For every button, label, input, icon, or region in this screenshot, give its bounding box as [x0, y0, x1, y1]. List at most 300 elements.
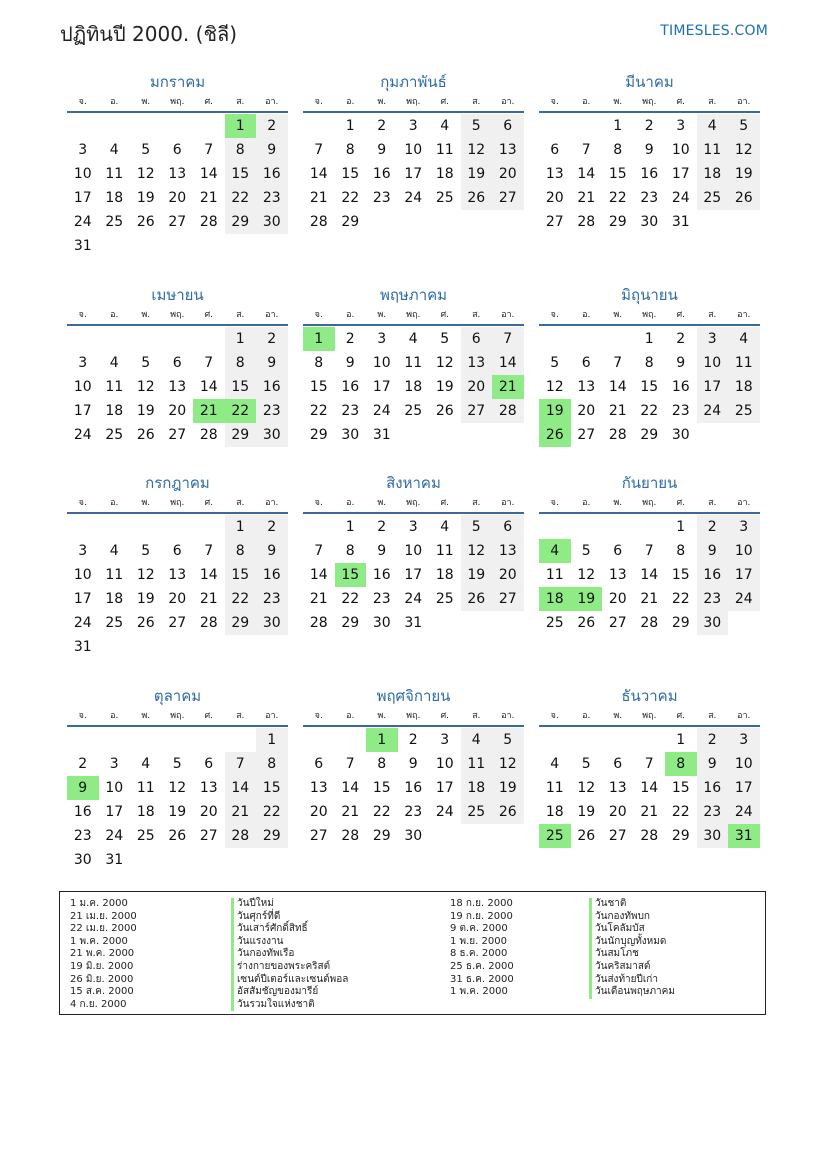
day-cell[interactable]: 24 — [73, 615, 92, 631]
day-cell[interactable]: 2 — [78, 756, 88, 772]
day-cell[interactable]: 12 — [577, 780, 596, 796]
day-cell[interactable]: 30 — [341, 427, 360, 443]
day-cell[interactable]: 5 — [728, 114, 760, 138]
day-cell[interactable]: 28 — [577, 214, 596, 230]
day-cell[interactable]: 3 — [78, 543, 88, 559]
day-cell[interactable]: 5 — [550, 355, 560, 371]
day-cell[interactable]: 22 — [640, 403, 659, 419]
day-cell[interactable]: 30 — [671, 427, 690, 443]
day-cell[interactable]: 26 — [435, 403, 454, 419]
day-cell[interactable]: 9 — [697, 752, 729, 776]
day-cell[interactable]: 31 — [73, 639, 92, 655]
day-cell[interactable]: 11 — [728, 351, 760, 375]
day-cell[interactable]: 24 — [435, 804, 454, 820]
day-cell[interactable]: 1 — [676, 519, 686, 535]
day-cell[interactable]: 5 — [581, 543, 591, 559]
day-cell[interactable]: 3 — [728, 728, 760, 752]
day-cell[interactable]: 9 — [345, 355, 355, 371]
day-cell[interactable]: 30 — [73, 852, 92, 868]
day-cell[interactable]: 10 — [728, 539, 760, 563]
day-cell[interactable]: 23 — [671, 403, 690, 419]
day-cell[interactable]: 22 — [341, 190, 360, 206]
day-cell[interactable]: 25 — [435, 190, 454, 206]
day-cell[interactable]: 17 — [404, 166, 423, 182]
day-cell[interactable]: 30 — [256, 611, 288, 635]
day-cell[interactable]: 28 — [225, 824, 257, 848]
day-cell[interactable]: 28 — [492, 399, 524, 423]
day-cell[interactable]: 27 — [492, 186, 524, 210]
day-cell[interactable]: 9 — [256, 351, 288, 375]
day-cell[interactable]: 25 — [461, 800, 493, 824]
day-cell[interactable]: 3 — [408, 519, 418, 535]
day-cell[interactable]: 5 — [141, 543, 151, 559]
day-cell[interactable]: 22 — [225, 399, 257, 423]
day-cell[interactable]: 21 — [640, 591, 659, 607]
day-cell[interactable]: 26 — [492, 800, 524, 824]
day-cell[interactable]: 11 — [435, 142, 454, 158]
day-cell[interactable]: 29 — [225, 210, 257, 234]
day-cell[interactable]: 5 — [461, 515, 493, 539]
day-cell[interactable]: 4 — [461, 728, 493, 752]
day-cell[interactable]: 22 — [225, 186, 257, 210]
day-cell[interactable]: 12 — [168, 780, 187, 796]
day-cell[interactable]: 8 — [225, 539, 257, 563]
day-cell[interactable]: 29 — [225, 423, 257, 447]
day-cell[interactable]: 4 — [440, 519, 450, 535]
day-cell[interactable]: 1 — [613, 118, 623, 134]
day-cell[interactable]: 16 — [697, 776, 729, 800]
day-cell[interactable]: 22 — [372, 804, 391, 820]
day-cell[interactable]: 29 — [341, 615, 360, 631]
day-cell[interactable]: 14 — [492, 351, 524, 375]
day-cell[interactable]: 28 — [309, 615, 328, 631]
day-cell[interactable]: 16 — [404, 780, 423, 796]
day-cell[interactable]: 29 — [225, 611, 257, 635]
day-cell[interactable]: 31 — [404, 615, 423, 631]
day-cell[interactable]: 21 — [309, 591, 328, 607]
day-cell[interactable]: 2 — [408, 732, 418, 748]
day-cell[interactable]: 13 — [608, 567, 627, 583]
day-cell[interactable]: 29 — [608, 214, 627, 230]
day-cell[interactable]: 5 — [141, 142, 151, 158]
day-cell[interactable]: 13 — [168, 166, 187, 182]
day-cell[interactable]: 31 — [671, 214, 690, 230]
day-cell[interactable]: 10 — [73, 166, 92, 182]
day-cell[interactable]: 28 — [341, 828, 360, 844]
day-cell[interactable]: 16 — [372, 166, 391, 182]
day-cell[interactable]: 9 — [697, 539, 729, 563]
day-cell[interactable]: 15 — [225, 563, 257, 587]
day-cell[interactable]: 3 — [697, 327, 729, 351]
day-cell[interactable]: 6 — [204, 756, 214, 772]
day-cell[interactable]: 2 — [377, 519, 387, 535]
day-cell[interactable]: 26 — [168, 828, 187, 844]
day-cell[interactable]: 19 — [571, 587, 603, 611]
day-cell[interactable]: 25 — [105, 427, 124, 443]
day-cell[interactable]: 24 — [697, 399, 729, 423]
day-cell[interactable]: 17 — [105, 804, 124, 820]
day-cell[interactable]: 1 — [644, 331, 654, 347]
day-cell[interactable]: 26 — [136, 214, 155, 230]
day-cell[interactable]: 5 — [492, 728, 524, 752]
day-cell[interactable]: 14 — [199, 379, 218, 395]
day-cell[interactable]: 10 — [728, 752, 760, 776]
day-cell[interactable]: 11 — [545, 567, 564, 583]
day-cell[interactable]: 6 — [492, 114, 524, 138]
day-cell[interactable]: 11 — [545, 780, 564, 796]
day-cell[interactable]: 3 — [78, 355, 88, 371]
day-cell[interactable]: 22 — [341, 591, 360, 607]
day-cell[interactable]: 18 — [105, 591, 124, 607]
day-cell[interactable]: 28 — [199, 214, 218, 230]
day-cell[interactable]: 12 — [136, 567, 155, 583]
day-cell[interactable]: 18 — [545, 804, 564, 820]
day-cell[interactable]: 24 — [73, 214, 92, 230]
day-cell[interactable]: 16 — [372, 567, 391, 583]
day-cell[interactable]: 14 — [309, 567, 328, 583]
day-cell[interactable]: 21 — [199, 591, 218, 607]
day-cell[interactable]: 31 — [73, 238, 92, 254]
day-cell[interactable]: 12 — [136, 379, 155, 395]
day-cell[interactable]: 26 — [728, 186, 760, 210]
day-cell[interactable]: 1 — [676, 732, 686, 748]
day-cell[interactable]: 1 — [225, 327, 257, 351]
day-cell[interactable]: 5 — [440, 331, 450, 347]
day-cell[interactable]: 24 — [728, 587, 760, 611]
day-cell[interactable]: 3 — [377, 331, 387, 347]
day-cell[interactable]: 10 — [404, 142, 423, 158]
day-cell[interactable]: 9 — [644, 142, 654, 158]
day-cell[interactable]: 25 — [105, 214, 124, 230]
day-cell[interactable]: 11 — [435, 543, 454, 559]
day-cell[interactable]: 12 — [461, 539, 493, 563]
day-cell[interactable]: 29 — [309, 427, 328, 443]
day-cell[interactable]: 9 — [676, 355, 686, 371]
day-cell[interactable]: 1 — [256, 728, 288, 752]
day-cell[interactable]: 20 — [309, 804, 328, 820]
day-cell[interactable]: 7 — [345, 756, 355, 772]
day-cell[interactable]: 27 — [492, 587, 524, 611]
day-cell[interactable]: 4 — [697, 114, 729, 138]
day-cell[interactable]: 6 — [581, 355, 591, 371]
day-cell[interactable]: 6 — [172, 543, 182, 559]
day-cell[interactable]: 13 — [492, 138, 524, 162]
day-cell[interactable]: 10 — [73, 567, 92, 583]
day-cell[interactable]: 3 — [408, 118, 418, 134]
day-cell[interactable]: 6 — [613, 543, 623, 559]
day-cell[interactable]: 11 — [105, 166, 124, 182]
day-cell[interactable]: 8 — [665, 752, 697, 776]
day-cell[interactable]: 27 — [309, 828, 328, 844]
day-cell[interactable]: 17 — [435, 780, 454, 796]
day-cell[interactable]: 26 — [539, 423, 571, 447]
day-cell[interactable]: 19 — [435, 379, 454, 395]
day-cell[interactable]: 6 — [550, 142, 560, 158]
day-cell[interactable]: 15 — [608, 166, 627, 182]
day-cell[interactable]: 13 — [168, 379, 187, 395]
day-cell[interactable]: 4 — [550, 756, 560, 772]
day-cell[interactable]: 18 — [728, 375, 760, 399]
day-cell[interactable]: 18 — [435, 166, 454, 182]
day-cell[interactable]: 23 — [697, 587, 729, 611]
day-cell[interactable]: 18 — [697, 162, 729, 186]
day-cell[interactable]: 12 — [577, 567, 596, 583]
day-cell[interactable]: 27 — [608, 828, 627, 844]
day-cell[interactable]: 18 — [136, 804, 155, 820]
day-cell[interactable]: 8 — [314, 355, 324, 371]
day-cell[interactable]: 7 — [314, 142, 324, 158]
day-cell[interactable]: 7 — [225, 752, 257, 776]
day-cell[interactable]: 13 — [461, 351, 493, 375]
brand-link[interactable]: TIMESLES.COM — [660, 23, 768, 39]
day-cell[interactable]: 10 — [372, 355, 391, 371]
day-cell[interactable]: 3 — [676, 118, 686, 134]
day-cell[interactable]: 19 — [461, 563, 493, 587]
day-cell[interactable]: 31 — [105, 852, 124, 868]
day-cell[interactable]: 20 — [199, 804, 218, 820]
day-cell[interactable]: 20 — [608, 591, 627, 607]
day-cell[interactable]: 15 — [256, 776, 288, 800]
day-cell[interactable]: 24 — [404, 190, 423, 206]
day-cell[interactable]: 15 — [640, 379, 659, 395]
day-cell[interactable]: 11 — [105, 379, 124, 395]
day-cell[interactable]: 20 — [461, 375, 493, 399]
day-cell[interactable]: 3 — [109, 756, 119, 772]
day-cell[interactable]: 18 — [461, 776, 493, 800]
day-cell[interactable]: 11 — [461, 752, 493, 776]
day-cell[interactable]: 20 — [492, 563, 524, 587]
day-cell[interactable]: 20 — [608, 804, 627, 820]
day-cell[interactable]: 13 — [168, 567, 187, 583]
day-cell[interactable]: 23 — [372, 591, 391, 607]
day-cell[interactable]: 1 — [345, 118, 355, 134]
day-cell[interactable]: 5 — [461, 114, 493, 138]
day-cell[interactable]: 31 — [728, 824, 760, 848]
day-cell[interactable]: 11 — [136, 780, 155, 796]
day-cell[interactable]: 26 — [461, 587, 493, 611]
day-cell[interactable]: 2 — [345, 331, 355, 347]
day-cell[interactable]: 4 — [141, 756, 151, 772]
day-cell[interactable]: 19 — [136, 190, 155, 206]
day-cell[interactable]: 15 — [341, 166, 360, 182]
day-cell[interactable]: 12 — [461, 138, 493, 162]
day-cell[interactable]: 2 — [644, 118, 654, 134]
day-cell[interactable]: 15 — [671, 780, 690, 796]
day-cell[interactable]: 14 — [225, 776, 257, 800]
day-cell[interactable]: 14 — [640, 780, 659, 796]
day-cell[interactable]: 21 — [309, 190, 328, 206]
day-cell[interactable]: 5 — [141, 355, 151, 371]
day-cell[interactable]: 2 — [256, 114, 288, 138]
day-cell[interactable]: 14 — [309, 166, 328, 182]
day-cell[interactable]: 10 — [73, 379, 92, 395]
day-cell[interactable]: 25 — [697, 186, 729, 210]
day-cell[interactable]: 17 — [671, 166, 690, 182]
day-cell[interactable]: 25 — [105, 615, 124, 631]
day-cell[interactable]: 9 — [67, 776, 99, 800]
day-cell[interactable]: 24 — [671, 190, 690, 206]
day-cell[interactable]: 23 — [341, 403, 360, 419]
day-cell[interactable]: 3 — [440, 732, 450, 748]
day-cell[interactable]: 12 — [492, 752, 524, 776]
day-cell[interactable]: 20 — [168, 591, 187, 607]
day-cell[interactable]: 4 — [109, 142, 119, 158]
day-cell[interactable]: 22 — [671, 804, 690, 820]
day-cell[interactable]: 17 — [73, 190, 92, 206]
day-cell[interactable]: 11 — [404, 355, 423, 371]
day-cell[interactable]: 30 — [256, 210, 288, 234]
day-cell[interactable]: 9 — [408, 756, 418, 772]
day-cell[interactable]: 20 — [577, 403, 596, 419]
day-cell[interactable]: 18 — [539, 587, 571, 611]
day-cell[interactable]: 29 — [256, 824, 288, 848]
day-cell[interactable]: 29 — [671, 615, 690, 631]
day-cell[interactable]: 7 — [644, 756, 654, 772]
day-cell[interactable]: 23 — [372, 190, 391, 206]
day-cell[interactable]: 22 — [671, 591, 690, 607]
day-cell[interactable]: 27 — [168, 427, 187, 443]
day-cell[interactable]: 9 — [256, 138, 288, 162]
day-cell[interactable]: 2 — [676, 331, 686, 347]
day-cell[interactable]: 10 — [404, 543, 423, 559]
day-cell[interactable]: 27 — [608, 615, 627, 631]
day-cell[interactable]: 13 — [577, 379, 596, 395]
day-cell[interactable]: 7 — [204, 355, 214, 371]
day-cell[interactable]: 19 — [539, 399, 571, 423]
day-cell[interactable]: 19 — [492, 776, 524, 800]
day-cell[interactable]: 13 — [309, 780, 328, 796]
day-cell[interactable]: 16 — [256, 375, 288, 399]
day-cell[interactable]: 21 — [608, 403, 627, 419]
day-cell[interactable]: 26 — [136, 427, 155, 443]
day-cell[interactable]: 14 — [608, 379, 627, 395]
day-cell[interactable]: 7 — [644, 543, 654, 559]
day-cell[interactable]: 25 — [539, 824, 571, 848]
day-cell[interactable]: 23 — [256, 186, 288, 210]
day-cell[interactable]: 8 — [225, 138, 257, 162]
day-cell[interactable]: 24 — [372, 403, 391, 419]
day-cell[interactable]: 1 — [225, 114, 257, 138]
day-cell[interactable]: 12 — [136, 166, 155, 182]
day-cell[interactable]: 15 — [671, 567, 690, 583]
day-cell[interactable]: 11 — [105, 567, 124, 583]
day-cell[interactable]: 20 — [492, 162, 524, 186]
day-cell[interactable]: 2 — [256, 327, 288, 351]
day-cell[interactable]: 8 — [256, 752, 288, 776]
day-cell[interactable]: 16 — [73, 804, 92, 820]
day-cell[interactable]: 22 — [256, 800, 288, 824]
day-cell[interactable]: 21 — [341, 804, 360, 820]
day-cell[interactable]: 17 — [73, 591, 92, 607]
day-cell[interactable]: 20 — [545, 190, 564, 206]
day-cell[interactable]: 10 — [105, 780, 124, 796]
day-cell[interactable]: 21 — [577, 190, 596, 206]
day-cell[interactable]: 14 — [199, 166, 218, 182]
day-cell[interactable]: 17 — [404, 567, 423, 583]
day-cell[interactable]: 18 — [105, 190, 124, 206]
day-cell[interactable]: 12 — [545, 379, 564, 395]
day-cell[interactable]: 27 — [199, 828, 218, 844]
day-cell[interactable]: 23 — [256, 587, 288, 611]
day-cell[interactable]: 26 — [577, 828, 596, 844]
day-cell[interactable]: 24 — [404, 591, 423, 607]
day-cell[interactable]: 23 — [697, 800, 729, 824]
day-cell[interactable]: 30 — [256, 423, 288, 447]
day-cell[interactable]: 27 — [545, 214, 564, 230]
day-cell[interactable]: 31 — [372, 427, 391, 443]
day-cell[interactable]: 30 — [404, 828, 423, 844]
day-cell[interactable]: 7 — [581, 142, 591, 158]
day-cell[interactable]: 16 — [341, 379, 360, 395]
day-cell[interactable]: 8 — [345, 142, 355, 158]
day-cell[interactable]: 15 — [225, 162, 257, 186]
day-cell[interactable]: 24 — [73, 427, 92, 443]
day-cell[interactable]: 5 — [172, 756, 182, 772]
day-cell[interactable]: 29 — [372, 828, 391, 844]
day-cell[interactable]: 15 — [225, 375, 257, 399]
day-cell[interactable]: 9 — [377, 543, 387, 559]
day-cell[interactable]: 17 — [697, 375, 729, 399]
day-cell[interactable]: 27 — [577, 427, 596, 443]
day-cell[interactable]: 26 — [577, 615, 596, 631]
day-cell[interactable]: 17 — [728, 776, 760, 800]
day-cell[interactable]: 21 — [193, 399, 225, 423]
day-cell[interactable]: 23 — [73, 828, 92, 844]
day-cell[interactable]: 22 — [225, 587, 257, 611]
day-cell[interactable]: 11 — [697, 138, 729, 162]
day-cell[interactable]: 7 — [204, 142, 214, 158]
day-cell[interactable]: 29 — [671, 828, 690, 844]
day-cell[interactable]: 19 — [728, 162, 760, 186]
day-cell[interactable]: 21 — [199, 190, 218, 206]
day-cell[interactable]: 7 — [613, 355, 623, 371]
day-cell[interactable]: 12 — [435, 355, 454, 371]
day-cell[interactable]: 16 — [256, 162, 288, 186]
day-cell[interactable]: 17 — [728, 563, 760, 587]
day-cell[interactable]: 30 — [697, 611, 729, 635]
day-cell[interactable]: 19 — [577, 804, 596, 820]
day-cell[interactable]: 25 — [404, 403, 423, 419]
day-cell[interactable]: 6 — [172, 355, 182, 371]
day-cell[interactable]: 19 — [168, 804, 187, 820]
day-cell[interactable]: 8 — [345, 543, 355, 559]
day-cell[interactable]: 19 — [136, 403, 155, 419]
day-cell[interactable]: 20 — [168, 403, 187, 419]
day-cell[interactable]: 9 — [377, 142, 387, 158]
day-cell[interactable]: 15 — [309, 379, 328, 395]
day-cell[interactable]: 13 — [199, 780, 218, 796]
day-cell[interactable]: 5 — [581, 756, 591, 772]
day-cell[interactable]: 23 — [404, 804, 423, 820]
day-cell[interactable]: 10 — [671, 142, 690, 158]
day-cell[interactable]: 6 — [461, 327, 493, 351]
day-cell[interactable]: 1 — [303, 327, 335, 351]
day-cell[interactable]: 25 — [545, 615, 564, 631]
day-cell[interactable]: 17 — [372, 379, 391, 395]
day-cell[interactable]: 6 — [613, 756, 623, 772]
day-cell[interactable]: 26 — [461, 186, 493, 210]
day-cell[interactable]: 12 — [728, 138, 760, 162]
day-cell[interactable]: 2 — [697, 515, 729, 539]
day-cell[interactable]: 9 — [256, 539, 288, 563]
day-cell[interactable]: 15 — [335, 563, 367, 587]
day-cell[interactable]: 14 — [640, 567, 659, 583]
day-cell[interactable]: 13 — [492, 539, 524, 563]
day-cell[interactable]: 25 — [435, 591, 454, 607]
day-cell[interactable]: 8 — [377, 756, 387, 772]
day-cell[interactable]: 16 — [640, 166, 659, 182]
day-cell[interactable]: 18 — [105, 403, 124, 419]
